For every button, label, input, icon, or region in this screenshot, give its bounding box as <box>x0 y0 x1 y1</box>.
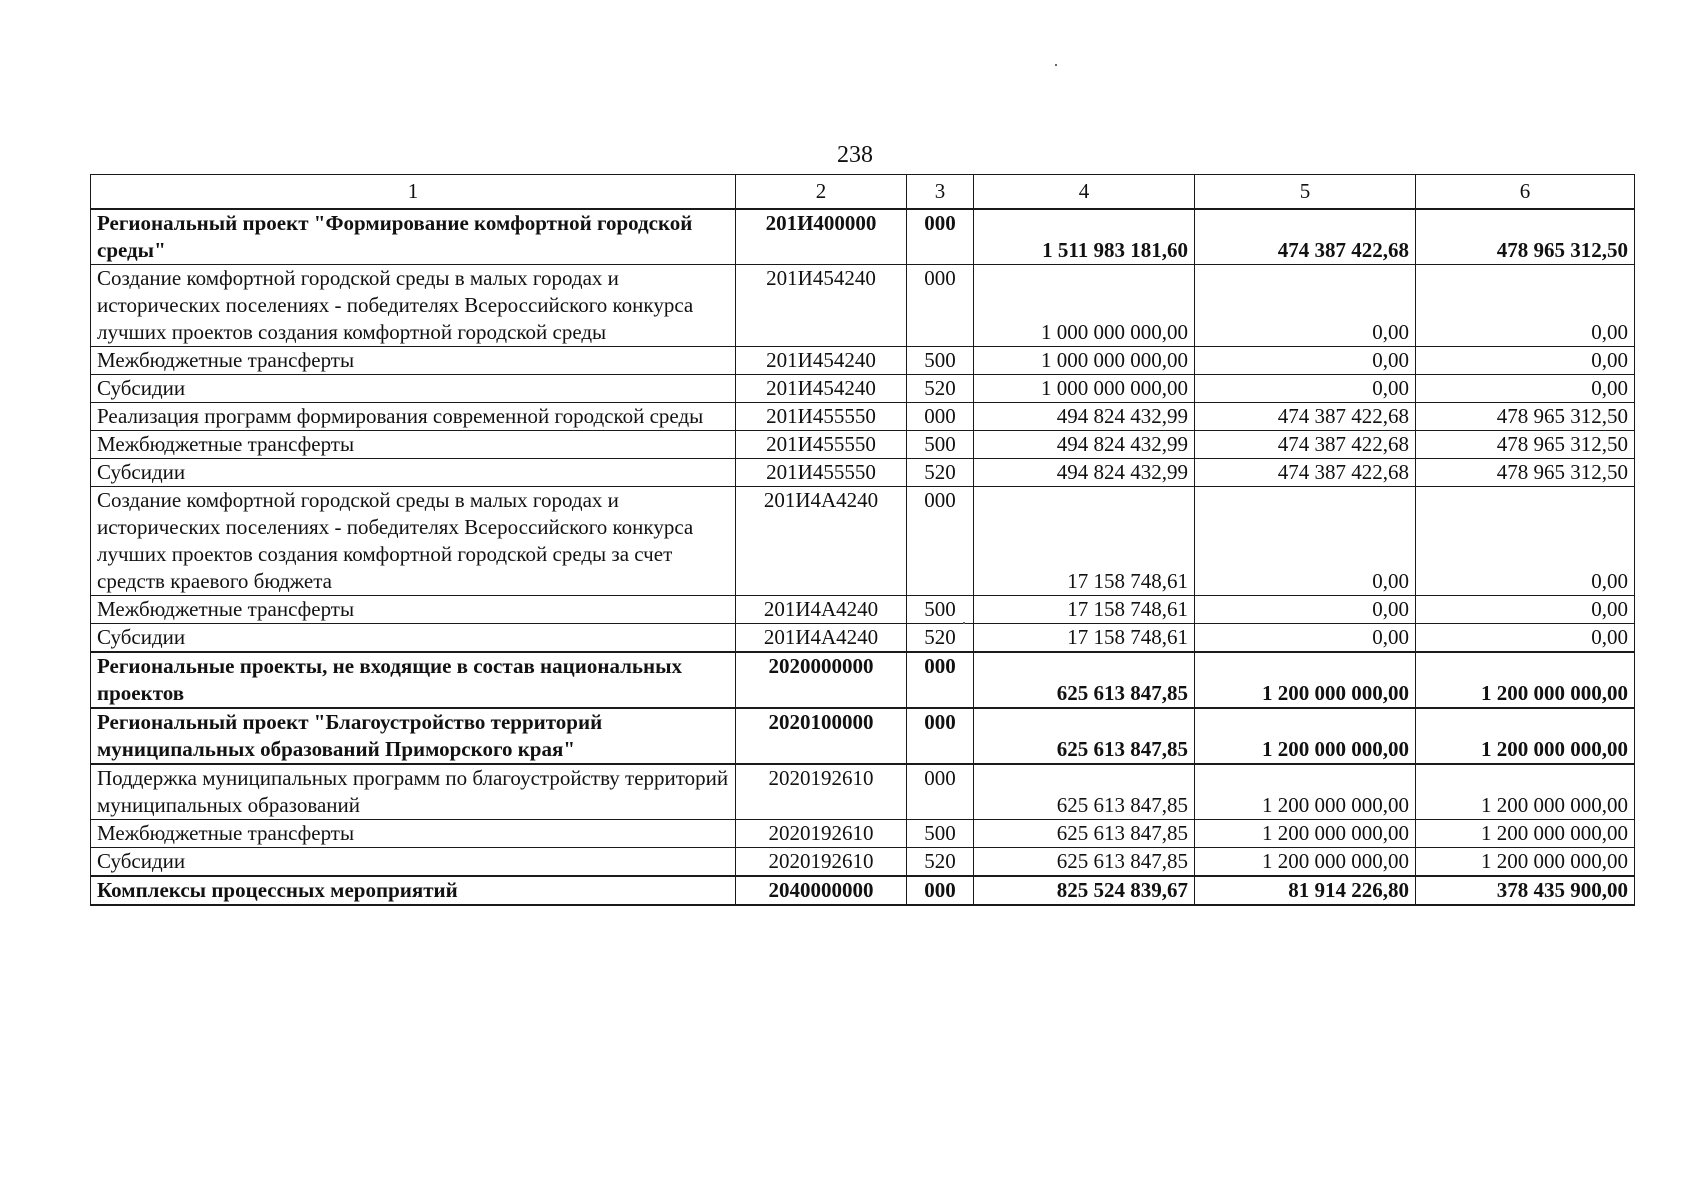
row-value-5: 474 387 422,68 <box>1195 403 1416 431</box>
budget-table <box>90 174 1635 906</box>
row-value-5: 474 387 422,68 <box>1195 209 1416 265</box>
row-type: 520 <box>907 375 974 403</box>
row-type: 500 <box>907 596 974 624</box>
row-type: 000 <box>907 876 974 905</box>
row-name: Региональный проект "Благоустройство территорий муниципальных образований Приморского края" <box>91 708 736 764</box>
row-name: Создание комфортной городской среды в малых городах и исторических поселениях - победителях Всероссийского конкурса лучших проектов создания комфортной городской среды за счет средств краевого бюджета <box>91 487 736 596</box>
table-row <box>91 347 1635 375</box>
row-type: 500 <box>907 820 974 848</box>
row-value-4: 1 511 983 181,60 <box>974 209 1195 265</box>
row-code: 2020192610 <box>736 820 907 848</box>
header-cell: 5 <box>1195 175 1416 210</box>
row-code: 201И4А4240 <box>736 624 907 653</box>
row-name: Межбюджетные трансферты <box>91 596 736 624</box>
row-name: Межбюджетные трансферты <box>91 347 736 375</box>
row-type: 520 <box>907 624 974 653</box>
row-value-5: 0,00 <box>1195 487 1416 596</box>
row-name: Субсидии <box>91 848 736 877</box>
header-cell: 4 <box>974 175 1195 210</box>
row-value-5: 0,00 <box>1195 596 1416 624</box>
row-name: Поддержка муниципальных программ по благоустройству территорий муниципальных образований <box>91 764 736 820</box>
row-value-6: 378 435 900,00 <box>1416 876 1635 905</box>
row-type: 000 <box>907 764 974 820</box>
row-value-5: 1 200 000 000,00 <box>1195 820 1416 848</box>
row-value-5: 81 914 226,80 <box>1195 876 1416 905</box>
row-value-5: 0,00 <box>1195 265 1416 347</box>
row-value-4: 1 000 000 000,00 <box>974 347 1195 375</box>
row-value-6: 0,00 <box>1416 347 1635 375</box>
row-code: 201И454240 <box>736 265 907 347</box>
row-name: Реализация программ формирования современной городской среды <box>91 403 736 431</box>
table-row <box>91 403 1635 431</box>
table-row <box>91 459 1635 487</box>
row-code: 2020000000 <box>736 652 907 708</box>
row-code: 201И455550 <box>736 403 907 431</box>
header-row <box>91 175 1635 210</box>
row-value-6: 1 200 000 000,00 <box>1416 652 1635 708</box>
row-value-6: 0,00 <box>1416 624 1635 653</box>
row-type: 000 <box>907 708 974 764</box>
row-value-4: 494 824 432,99 <box>974 459 1195 487</box>
table-row <box>91 764 1635 820</box>
row-value-4: 625 613 847,85 <box>974 764 1195 820</box>
row-value-4: 625 613 847,85 <box>974 848 1195 877</box>
row-value-6: 0,00 <box>1416 265 1635 347</box>
table-row <box>91 209 1635 265</box>
row-value-5: 0,00 <box>1195 375 1416 403</box>
row-name: Региональные проекты, не входящие в состав национальных проектов <box>91 652 736 708</box>
row-name: Создание комфортной городской среды в малых городах и исторических поселениях - победителях Всероссийского конкурса лучших проектов создания комфортной городской среды <box>91 265 736 347</box>
table-row <box>91 708 1635 764</box>
table-row <box>91 876 1635 905</box>
row-code: 2020192610 <box>736 848 907 877</box>
row-code: 201И454240 <box>736 375 907 403</box>
row-value-5: 0,00 <box>1195 624 1416 653</box>
row-value-4: 494 824 432,99 <box>974 403 1195 431</box>
row-code: 201И400000 <box>736 209 907 265</box>
row-value-6: 478 965 312,50 <box>1416 403 1635 431</box>
table-row <box>91 265 1635 347</box>
row-type: 500 <box>907 431 974 459</box>
scan-speck <box>1055 64 1057 66</box>
row-name: Комплексы процессных мероприятий <box>91 876 736 905</box>
header-cell: 1 <box>91 175 736 210</box>
scan-speck <box>963 622 965 624</box>
row-type: 000 <box>907 403 974 431</box>
row-name: Межбюджетные трансферты <box>91 431 736 459</box>
row-value-4: 625 613 847,85 <box>974 820 1195 848</box>
row-name: Региональный проект "Формирование комфортной городской среды" <box>91 209 736 265</box>
row-value-6: 1 200 000 000,00 <box>1416 820 1635 848</box>
row-value-5: 474 387 422,68 <box>1195 431 1416 459</box>
table-row <box>91 375 1635 403</box>
row-value-6: 1 200 000 000,00 <box>1416 764 1635 820</box>
table-row <box>91 848 1635 877</box>
row-type: 500 <box>907 347 974 375</box>
row-code: 2020100000 <box>736 708 907 764</box>
row-value-5: 1 200 000 000,00 <box>1195 708 1416 764</box>
table-row <box>91 652 1635 708</box>
row-value-6: 478 965 312,50 <box>1416 209 1635 265</box>
row-value-6: 478 965 312,50 <box>1416 459 1635 487</box>
row-value-6: 0,00 <box>1416 375 1635 403</box>
row-value-6: 1 200 000 000,00 <box>1416 708 1635 764</box>
table-row <box>91 487 1635 596</box>
row-code: 2040000000 <box>736 876 907 905</box>
row-name: Субсидии <box>91 624 736 653</box>
row-value-4: 1 000 000 000,00 <box>974 265 1195 347</box>
row-type: 520 <box>907 459 974 487</box>
header-cell: 3 <box>907 175 974 210</box>
row-value-5: 474 387 422,68 <box>1195 459 1416 487</box>
page-number: 238 <box>837 142 873 168</box>
row-value-6: 1 200 000 000,00 <box>1416 848 1635 877</box>
row-value-6: 0,00 <box>1416 487 1635 596</box>
row-value-6: 0,00 <box>1416 596 1635 624</box>
header-cell: 6 <box>1416 175 1635 210</box>
row-name: Межбюджетные трансферты <box>91 820 736 848</box>
row-name: Субсидии <box>91 375 736 403</box>
row-value-4: 17 158 748,61 <box>974 487 1195 596</box>
row-code: 201И455550 <box>736 459 907 487</box>
row-value-6: 478 965 312,50 <box>1416 431 1635 459</box>
row-value-5: 1 200 000 000,00 <box>1195 652 1416 708</box>
row-value-5: 1 200 000 000,00 <box>1195 764 1416 820</box>
row-name: Субсидии <box>91 459 736 487</box>
row-value-5: 1 200 000 000,00 <box>1195 848 1416 877</box>
row-type: 000 <box>907 209 974 265</box>
row-value-4: 625 613 847,85 <box>974 708 1195 764</box>
header-cell: 2 <box>736 175 907 210</box>
row-code: 201И454240 <box>736 347 907 375</box>
table-row <box>91 820 1635 848</box>
row-value-4: 625 613 847,85 <box>974 652 1195 708</box>
row-type: 000 <box>907 487 974 596</box>
row-type: 000 <box>907 652 974 708</box>
row-value-4: 494 824 432,99 <box>974 431 1195 459</box>
row-type: 520 <box>907 848 974 877</box>
row-code: 201И4А4240 <box>736 487 907 596</box>
row-value-4: 1 000 000 000,00 <box>974 375 1195 403</box>
row-type: 000 <box>907 265 974 347</box>
row-value-4: 825 524 839,67 <box>974 876 1195 905</box>
table-row <box>91 596 1635 624</box>
table-row <box>91 431 1635 459</box>
row-value-4: 17 158 748,61 <box>974 624 1195 653</box>
row-value-5: 0,00 <box>1195 347 1416 375</box>
row-code: 2020192610 <box>736 764 907 820</box>
table-row <box>91 624 1635 653</box>
row-code: 201И455550 <box>736 431 907 459</box>
row-code: 201И4А4240 <box>736 596 907 624</box>
row-value-4: 17 158 748,61 <box>974 596 1195 624</box>
